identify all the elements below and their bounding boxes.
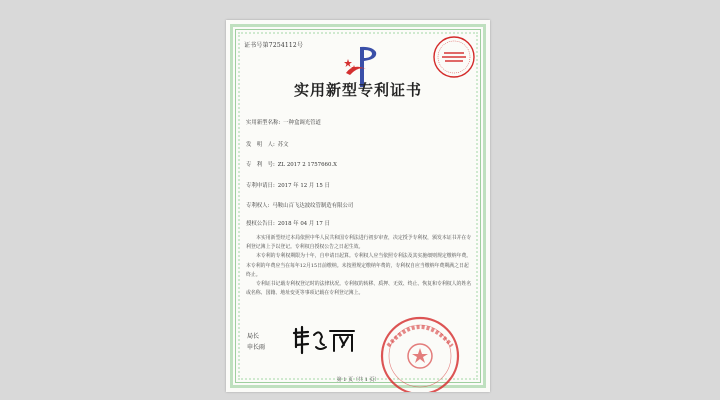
page-number: 第 1 页（共 1 页）	[336, 377, 380, 383]
certificate-number: 证书号第7254112号	[244, 42, 304, 49]
certificate-body	[246, 234, 472, 298]
field-value: 2017 年 12 月 15 日	[277, 183, 330, 189]
field-filing-date	[246, 181, 330, 189]
official-seal-icon	[431, 34, 477, 80]
body-paragraph: 本实用新型经过本局依照中华人民共和国专利法进行初步审查，决定授予专利权，颁发本证书并在专利登记簿上予以登记。专利权自授权公告之日起生效。	[246, 235, 472, 251]
field-grant-date	[246, 219, 330, 227]
field-value: 2018 年 04 月 17 日	[277, 221, 330, 227]
body-paragraph: 专利证书记载专利权登记时的法律状况。专利权的转移、质押、无效、终止、恢复和专利权人的姓名或名称、国籍、地址变更等事项记载在专利登记簿上。	[246, 281, 472, 297]
field-patent-number	[246, 160, 337, 168]
field-value: ZL 2017 2 1757660.X	[277, 162, 337, 168]
field-label: 实用新型名称:	[246, 120, 281, 126]
field-label: 专利申请日:	[246, 183, 275, 189]
signer-name: 申长雨	[247, 344, 266, 351]
field-value: 马鞍山百飞达波纹管制造有限公司	[272, 203, 354, 209]
signer-title: 局长	[247, 333, 260, 340]
field-value: 一种盒调光管道	[283, 120, 321, 126]
patent-certificate	[226, 20, 490, 392]
field-value: 苏文	[277, 142, 289, 148]
field-label: 授权公告日:	[246, 221, 275, 227]
certificate-title: 实用新型专利证书	[293, 81, 422, 99]
field-label: 专利权人:	[246, 203, 270, 209]
handwritten-signature	[290, 323, 360, 355]
field-utility-model-name	[246, 118, 321, 126]
field-label: 专 利 号:	[246, 162, 275, 168]
body-paragraph: 本专利的专利权期限为十年，自申请日起算。专利权人应当依照专利法及其实施细则规定缴纳年费。本专利的年费应当在每年12月15日前缴纳。未按照规定缴纳年费的，专利权自应当缴纳年费期满之日起终止。	[246, 253, 472, 278]
field-label: 发 明 人:	[246, 142, 275, 148]
field-patentee	[246, 201, 353, 209]
field-inventor	[246, 140, 289, 148]
